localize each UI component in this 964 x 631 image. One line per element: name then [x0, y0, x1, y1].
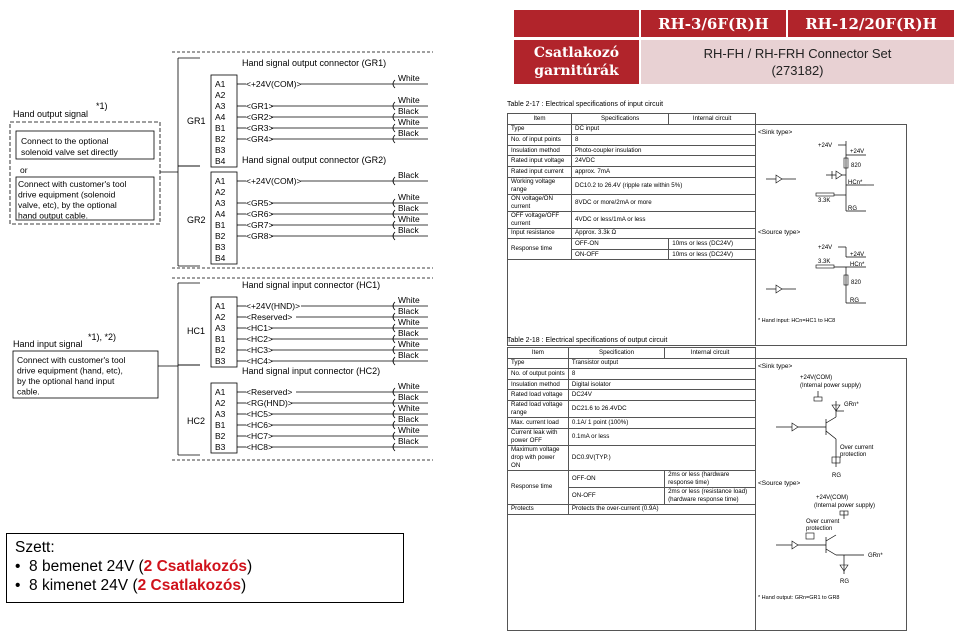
signal-label: <RG(HND)>	[246, 398, 293, 408]
output-custom-text: hand output cable.	[18, 210, 88, 221]
supply-label: (Internal power supply)	[813, 502, 875, 509]
set-title: Szett:	[15, 539, 55, 556]
sink-type-label: <Sink type>	[757, 128, 793, 136]
output-circuit-diagram	[756, 359, 906, 604]
th-circuit: Internal circuit	[665, 348, 756, 359]
signal-label: <HC2>	[246, 334, 273, 344]
grn-label: GRn*	[867, 552, 883, 559]
signal-label: <+24V(COM)>	[246, 79, 302, 89]
wire-color-label: White	[398, 381, 420, 391]
input-custom-text: Connect with customer's tool	[17, 355, 126, 365]
pin-label: A3	[215, 101, 226, 111]
wire-color-label: Black	[398, 203, 419, 213]
row-value: 8VDC or more/2mA or more	[572, 194, 756, 211]
supply-label: (Internal power supply)	[799, 382, 861, 389]
r33-label: 3.3K	[817, 258, 831, 265]
row-subitem: ON-OFF	[572, 249, 669, 260]
pin-label: A3	[215, 198, 226, 208]
row-item: No. of output points	[508, 369, 569, 380]
row-value: DC21.6 to 26.4VDC	[568, 400, 755, 417]
internal-circuit-cell	[755, 358, 906, 631]
signal-label: <Reserved>	[246, 312, 293, 322]
row-value: 2ms or less (resistance load) (hardware response time)	[665, 487, 756, 504]
rg-label: RG	[831, 472, 841, 479]
wire-color-label: White	[398, 425, 420, 435]
row-subitem: ON-OFF	[568, 487, 664, 504]
pin-label: A1	[215, 301, 226, 311]
row-value: DC0.9V(TYP.)	[568, 445, 755, 470]
set-line1-text: 8 bemenet 24V (	[29, 558, 144, 575]
connector-title: Hand signal input connector (HC2)	[242, 366, 381, 376]
signal-label: <GR7>	[246, 220, 274, 230]
table18-caption: Table 2-18 : Electrical specifications of output circuit	[507, 337, 668, 344]
output-spec-table	[507, 347, 907, 631]
wire-color-label: White	[398, 95, 420, 105]
source-type-label: <Source type>	[757, 228, 801, 236]
led-icon	[792, 541, 798, 549]
row-subitem: OFF-ON	[572, 239, 669, 250]
pin-label: B1	[215, 220, 226, 230]
pin-label: A3	[215, 323, 226, 333]
signal-label: <+24V(COM)>	[246, 176, 302, 186]
row-value: 0.1mA or less	[568, 428, 755, 445]
v24-label: +24V	[817, 142, 833, 149]
th-spec: Specification	[568, 348, 664, 359]
input-signal-title: Hand input signal	[13, 339, 83, 349]
wire-color-label: White	[398, 403, 420, 413]
wire-color-label: White	[398, 317, 420, 327]
row-value: 2ms or less (hardware response time)	[665, 470, 756, 487]
pin-label: A3	[215, 409, 226, 419]
row-value: DC24V	[568, 390, 755, 401]
output-custom-text: valve, etc), by the optional	[18, 200, 117, 210]
ocp-label: Over current	[839, 444, 874, 451]
wire-color-label: White	[398, 214, 420, 224]
signal-label: <GR3>	[246, 123, 274, 133]
pin-label: A2	[215, 398, 226, 408]
signal-label: <Reserved>	[246, 387, 293, 397]
set-summary-box	[6, 533, 404, 603]
wire-color-label: White	[398, 295, 420, 305]
row-item: No. of input points	[508, 135, 572, 146]
signal-label: <GR5>	[246, 198, 274, 208]
signal-label: <HC1>	[246, 323, 273, 333]
pin-label: B2	[215, 231, 226, 241]
group-label-gr2: GR2	[187, 215, 206, 225]
output-custom-text: Connect with customer's tool	[18, 179, 127, 189]
signal-label: <GR1>	[246, 101, 274, 111]
signal-label: <HC8>	[246, 442, 273, 452]
pin-label: B1	[215, 334, 226, 344]
input-custom-text: drive equipment (hand, etc),	[17, 365, 123, 376]
model-col1: RH-3/6F(R)H	[641, 10, 786, 37]
pin-label: B3	[215, 145, 226, 155]
led-icon	[792, 423, 798, 431]
row-value: 10ms or less (DC24V)	[669, 249, 756, 260]
pin-label: A4	[215, 209, 226, 219]
wire-color-label: Black	[398, 414, 419, 424]
connector-title: Hand signal input connector (HC1)	[242, 280, 381, 290]
pin-label: A2	[215, 312, 226, 322]
table-row	[508, 358, 907, 369]
connector-set-value	[641, 40, 954, 84]
row-item: Max. current load	[508, 417, 569, 428]
com-label: +24V(COM)	[815, 494, 849, 501]
row-item: Maximum voltage drop with power ON	[508, 445, 569, 470]
r820-label: 820	[850, 279, 861, 286]
group-label-hc2: HC2	[187, 416, 206, 426]
input-circuit-diagram	[756, 125, 906, 325]
connector-set-part-no: (273182)	[771, 63, 824, 78]
row-item: Response time	[508, 239, 572, 260]
connector-set-label: Csatlakozó garnitúrák	[514, 40, 639, 84]
pin-label: B4	[215, 253, 226, 263]
signal-label: <HC7>	[246, 431, 273, 441]
signal-label: <GR6>	[246, 209, 274, 219]
rg-label: RG	[847, 205, 857, 212]
th-item: Item	[508, 114, 572, 125]
hcn-label: HCn*	[849, 261, 865, 268]
row-item: Insulation method	[508, 379, 569, 390]
row-value: 10ms or less (DC24V)	[669, 239, 756, 250]
connector-title: Hand signal output connector (GR1)	[242, 58, 387, 68]
pin-label: A1	[215, 387, 226, 397]
output-signal-title: Hand output signal	[13, 109, 89, 119]
signal-label: <HC6>	[246, 420, 273, 430]
v24-label: +24V	[849, 251, 865, 258]
row-value: Approx. 3.3k Ω	[572, 228, 756, 239]
row-value: Transistor output	[568, 358, 755, 369]
set-line2-close: )	[241, 577, 247, 594]
row-value: Digital isolator	[568, 379, 755, 390]
signal-label: <GR2>	[246, 112, 274, 122]
row-item: Rated input voltage	[508, 156, 572, 167]
th-item: Item	[508, 348, 569, 359]
resistor-icon	[816, 193, 834, 196]
signal-label: <HC5>	[246, 409, 273, 419]
row-item: Rated load voltage range	[508, 400, 569, 417]
circuit-wire	[826, 417, 836, 423]
diode-icon	[836, 171, 842, 179]
row-item: Type	[508, 124, 572, 135]
row-value: Protects the over-current (0.9A)	[568, 504, 755, 515]
row-item: Working voltage range	[508, 177, 572, 194]
table-row	[508, 124, 907, 135]
pin-label: B4	[215, 156, 226, 166]
rg-label: RG	[849, 297, 859, 304]
pin-label: A4	[215, 112, 226, 122]
group-label-hc1: HC1	[187, 326, 206, 336]
terminal-icon	[814, 397, 822, 401]
row-value: 24VDC	[572, 156, 756, 167]
pin-label: B3	[215, 242, 226, 252]
row-value: DC10.2 to 26.4V (ripple rate within 5%)	[572, 177, 756, 194]
row-subitem: OFF-ON	[568, 470, 664, 487]
row-value: 4VDC or less/1mA or less	[572, 211, 756, 228]
output-option-text: Connect to the optional	[21, 136, 109, 146]
led-icon	[776, 285, 782, 293]
wire-color-label: Black	[398, 306, 419, 316]
row-value: 0.1A/ 1 point (100%)	[568, 417, 755, 428]
output-circuit-note: * Hand output: GRn=GR1 to GR8	[757, 594, 840, 601]
pin-label: A1	[215, 79, 226, 89]
row-item: Protects	[508, 504, 569, 515]
input-spec-table	[507, 113, 907, 346]
pin-label: A1	[215, 176, 226, 186]
connector-set-name: RH-FH / RH-FRH Connector Set	[703, 46, 892, 61]
com-label: +24V(COM)	[799, 374, 833, 381]
row-value: 8	[568, 369, 755, 380]
pin-label: B3	[215, 442, 226, 452]
resistor-icon	[816, 265, 834, 268]
wire-color-label: Black	[398, 328, 419, 338]
wire-color-label: White	[398, 117, 420, 127]
header-blank-cell	[514, 10, 639, 37]
wire-color-label: Black	[398, 106, 419, 116]
wire-color-label: Black	[398, 436, 419, 446]
row-value: DC input	[572, 124, 756, 135]
row-item: Current leak with power OFF	[508, 428, 569, 445]
wire-color-label: Black	[398, 350, 419, 360]
th-circuit: Internal circuit	[669, 114, 756, 125]
resistor-icon	[806, 533, 814, 539]
input-custom-text: by the optional hand input	[17, 376, 115, 386]
led-icon	[776, 175, 782, 183]
pin-label: A2	[215, 90, 226, 100]
row-item: Rated load voltage	[508, 390, 569, 401]
group-label-gr1: GR1	[187, 116, 206, 126]
ocp-label: Over current	[805, 518, 840, 525]
pin-label: B3	[215, 356, 226, 366]
wire-color-label: White	[398, 73, 420, 83]
r33-label: 3.3K	[817, 197, 831, 204]
set-line-outputs: • 8 kimenet 24V (2 Csatlakozós)	[15, 577, 247, 594]
model-col2: RH-12/20F(R)H	[788, 10, 954, 37]
set-line1-highlight: 2 Csatlakozós	[143, 558, 248, 575]
signal-label: <+24V(HND)>	[246, 301, 301, 311]
wiring-diagram	[0, 40, 440, 465]
row-item: ON voltage/ON current	[508, 194, 572, 211]
r820-label: 820	[850, 162, 861, 169]
circuit-wire	[826, 549, 836, 555]
pin-label: A2	[215, 187, 226, 197]
pin-label: B1	[215, 420, 226, 430]
output-option-text: solenoid valve set directly	[21, 147, 118, 157]
pin-label: B1	[215, 123, 226, 133]
set-line1-close: )	[247, 558, 253, 575]
sink-type-label: <Sink type>	[757, 362, 793, 370]
row-value: Photo-coupler insulation	[572, 145, 756, 156]
ocp-label: protection	[839, 451, 867, 458]
wire-color-label: White	[398, 339, 420, 349]
row-item: OFF voltage/OFF current	[508, 211, 572, 228]
v24-label: +24V	[817, 244, 833, 251]
wire-color-label: White	[398, 192, 420, 202]
signal-label: <HC4>	[246, 356, 273, 366]
row-item: Insulation method	[508, 145, 572, 156]
ocp-label: protection	[805, 525, 833, 532]
set-line2-text: 8 kimenet 24V (	[29, 577, 138, 594]
v24-label: +24V	[849, 148, 865, 155]
pin-label: B2	[215, 134, 226, 144]
signal-label: <GR8>	[246, 231, 274, 241]
row-item: Response time	[508, 470, 569, 504]
wire-color-label: Black	[398, 225, 419, 235]
signal-label: <GR4>	[246, 134, 274, 144]
internal-circuit-cell	[755, 124, 906, 346]
rg-label: RG	[839, 578, 849, 585]
set-line-inputs: • 8 bemenet 24V (2 Csatlakozós)	[15, 558, 253, 575]
row-item: Rated input current	[508, 166, 572, 177]
or-label: or	[20, 165, 28, 175]
circuit-wire	[826, 535, 836, 541]
wire-color-label: Black	[398, 392, 419, 402]
th-spec: Specifications	[572, 114, 669, 125]
circuit-wire	[826, 431, 836, 439]
row-value: approx. 7mA	[572, 166, 756, 177]
signal-label: <HC3>	[246, 345, 273, 355]
input-custom-text: cable.	[17, 386, 40, 397]
wire-color-label: Black	[398, 170, 419, 180]
connector-title: Hand signal output connector (GR2)	[242, 155, 387, 165]
wire-color-label: Black	[398, 128, 419, 138]
input-circuit-note: * Hand input: HCn=HC1 to HC8	[757, 317, 836, 324]
set-line2-highlight: 2 Csatlakozós	[137, 577, 241, 594]
pin-label: B2	[215, 431, 226, 441]
grn-label: GRn*	[843, 401, 859, 408]
pin-label: B2	[215, 345, 226, 355]
output-signal-note: *1)	[96, 101, 108, 111]
row-item: Type	[508, 358, 569, 369]
row-value: 8	[572, 135, 756, 146]
input-signal-note: *1), *2)	[88, 332, 117, 342]
source-type-label: <Source type>	[757, 479, 801, 487]
row-item: Input resistance	[508, 228, 572, 239]
filler-cell	[508, 260, 756, 346]
table17-caption: Table 2-17 : Electrical specifications of input circuit	[507, 101, 664, 108]
output-custom-text: drive equipment (solenoid	[18, 189, 116, 200]
hcn-label: HCn*	[847, 179, 863, 186]
filler-cell	[508, 515, 756, 631]
